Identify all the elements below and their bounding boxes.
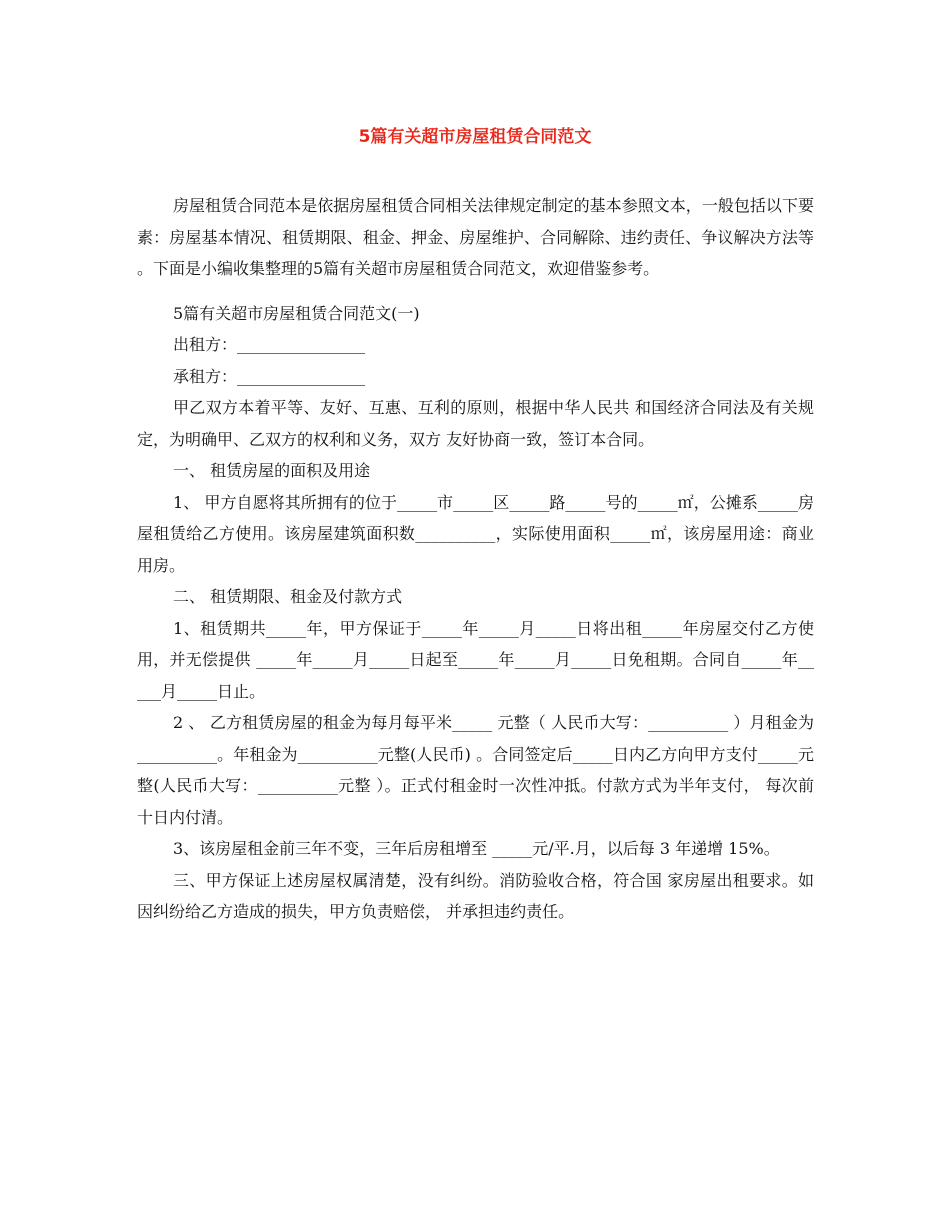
clause-lease-term: 1、租赁期共_____年，甲方保证于_____年_____月_____日将出租_____年房屋交付乙方使用，并无偿提供 _____年_____月_____日起至_____年_____月_____日免租期。合同自_____年_____月_____日止。 [137,618,814,701]
document-body [137,190,814,928]
section-heading-contract-one: 5篇有关超市房屋租赁合同范文(一) [173,303,420,323]
intro-paragraph: 房屋租赁合同范本是依据房屋租赁合同相关法律规定制定的基本参照文本，一般包括以下要素：房屋基本情况、租赁期限、租金、押金、房屋维护、合同解除、违约责任、争议解决方法等 。下面是小编收集整理的5篇有关超市房屋租赁合同范文，欢迎借鉴参考。 [137,196,814,278]
lessee-field: 承租方：________________ [173,366,366,386]
lessor-field: 出租方：________________ [173,335,366,354]
preamble-paragraph: 甲乙双方本着平等、友好、互惠、互利的原则，根据中华人民共 和国经济合同法及有关规定，为明确甲、乙双方的权利和义务，双方 友好协商一致，签订本合同。 [137,398,814,449]
clause-rent-increase: 3、该房屋租金前三年不变，三年后房租增至 _____元/平.月，以后每 3 年递增 15%。 [173,839,780,858]
clause-heading-term-rent: 二、 租赁期限、租金及付款方式 [173,587,403,606]
clause-title-guarantee: 三、甲方保证上述房屋权属清楚，没有纠纷。消防验收合格，符合国 家房屋出租要求。如因纠纷给乙方造成的损失，甲方负责赔偿， 并承担违约责任。 [137,870,814,921]
paragraph-spacer [137,285,814,298]
clause-rent-payment: 2 、 乙方租赁房屋的租金为每月每平米_____ 元整（ 人民币大写：__________ ）月租金为__________。年租金为__________元整(人民币) 。合同签定后_____日内乙方向甲方支付_____元整(人民币大写：__________元整 ）。正式付租金时一次性冲抵。付款方式为半年支付， 每次前十日内付清。 [137,713,814,827]
clause-area-details: 1、 甲方自愿将其所拥有的位于_____市_____区_____路_____号的_____㎡，公摊系_____房屋租赁给乙方使用。该房屋建筑面积数__________，实际使用面积_____㎡，该房屋用途：商业用房。 [137,492,814,575]
document-title: 5篇有关超市房屋租赁合同范文 [358,127,592,147]
clause-heading-area-usage: 一、 租赁房屋的面积及用途 [173,461,371,480]
